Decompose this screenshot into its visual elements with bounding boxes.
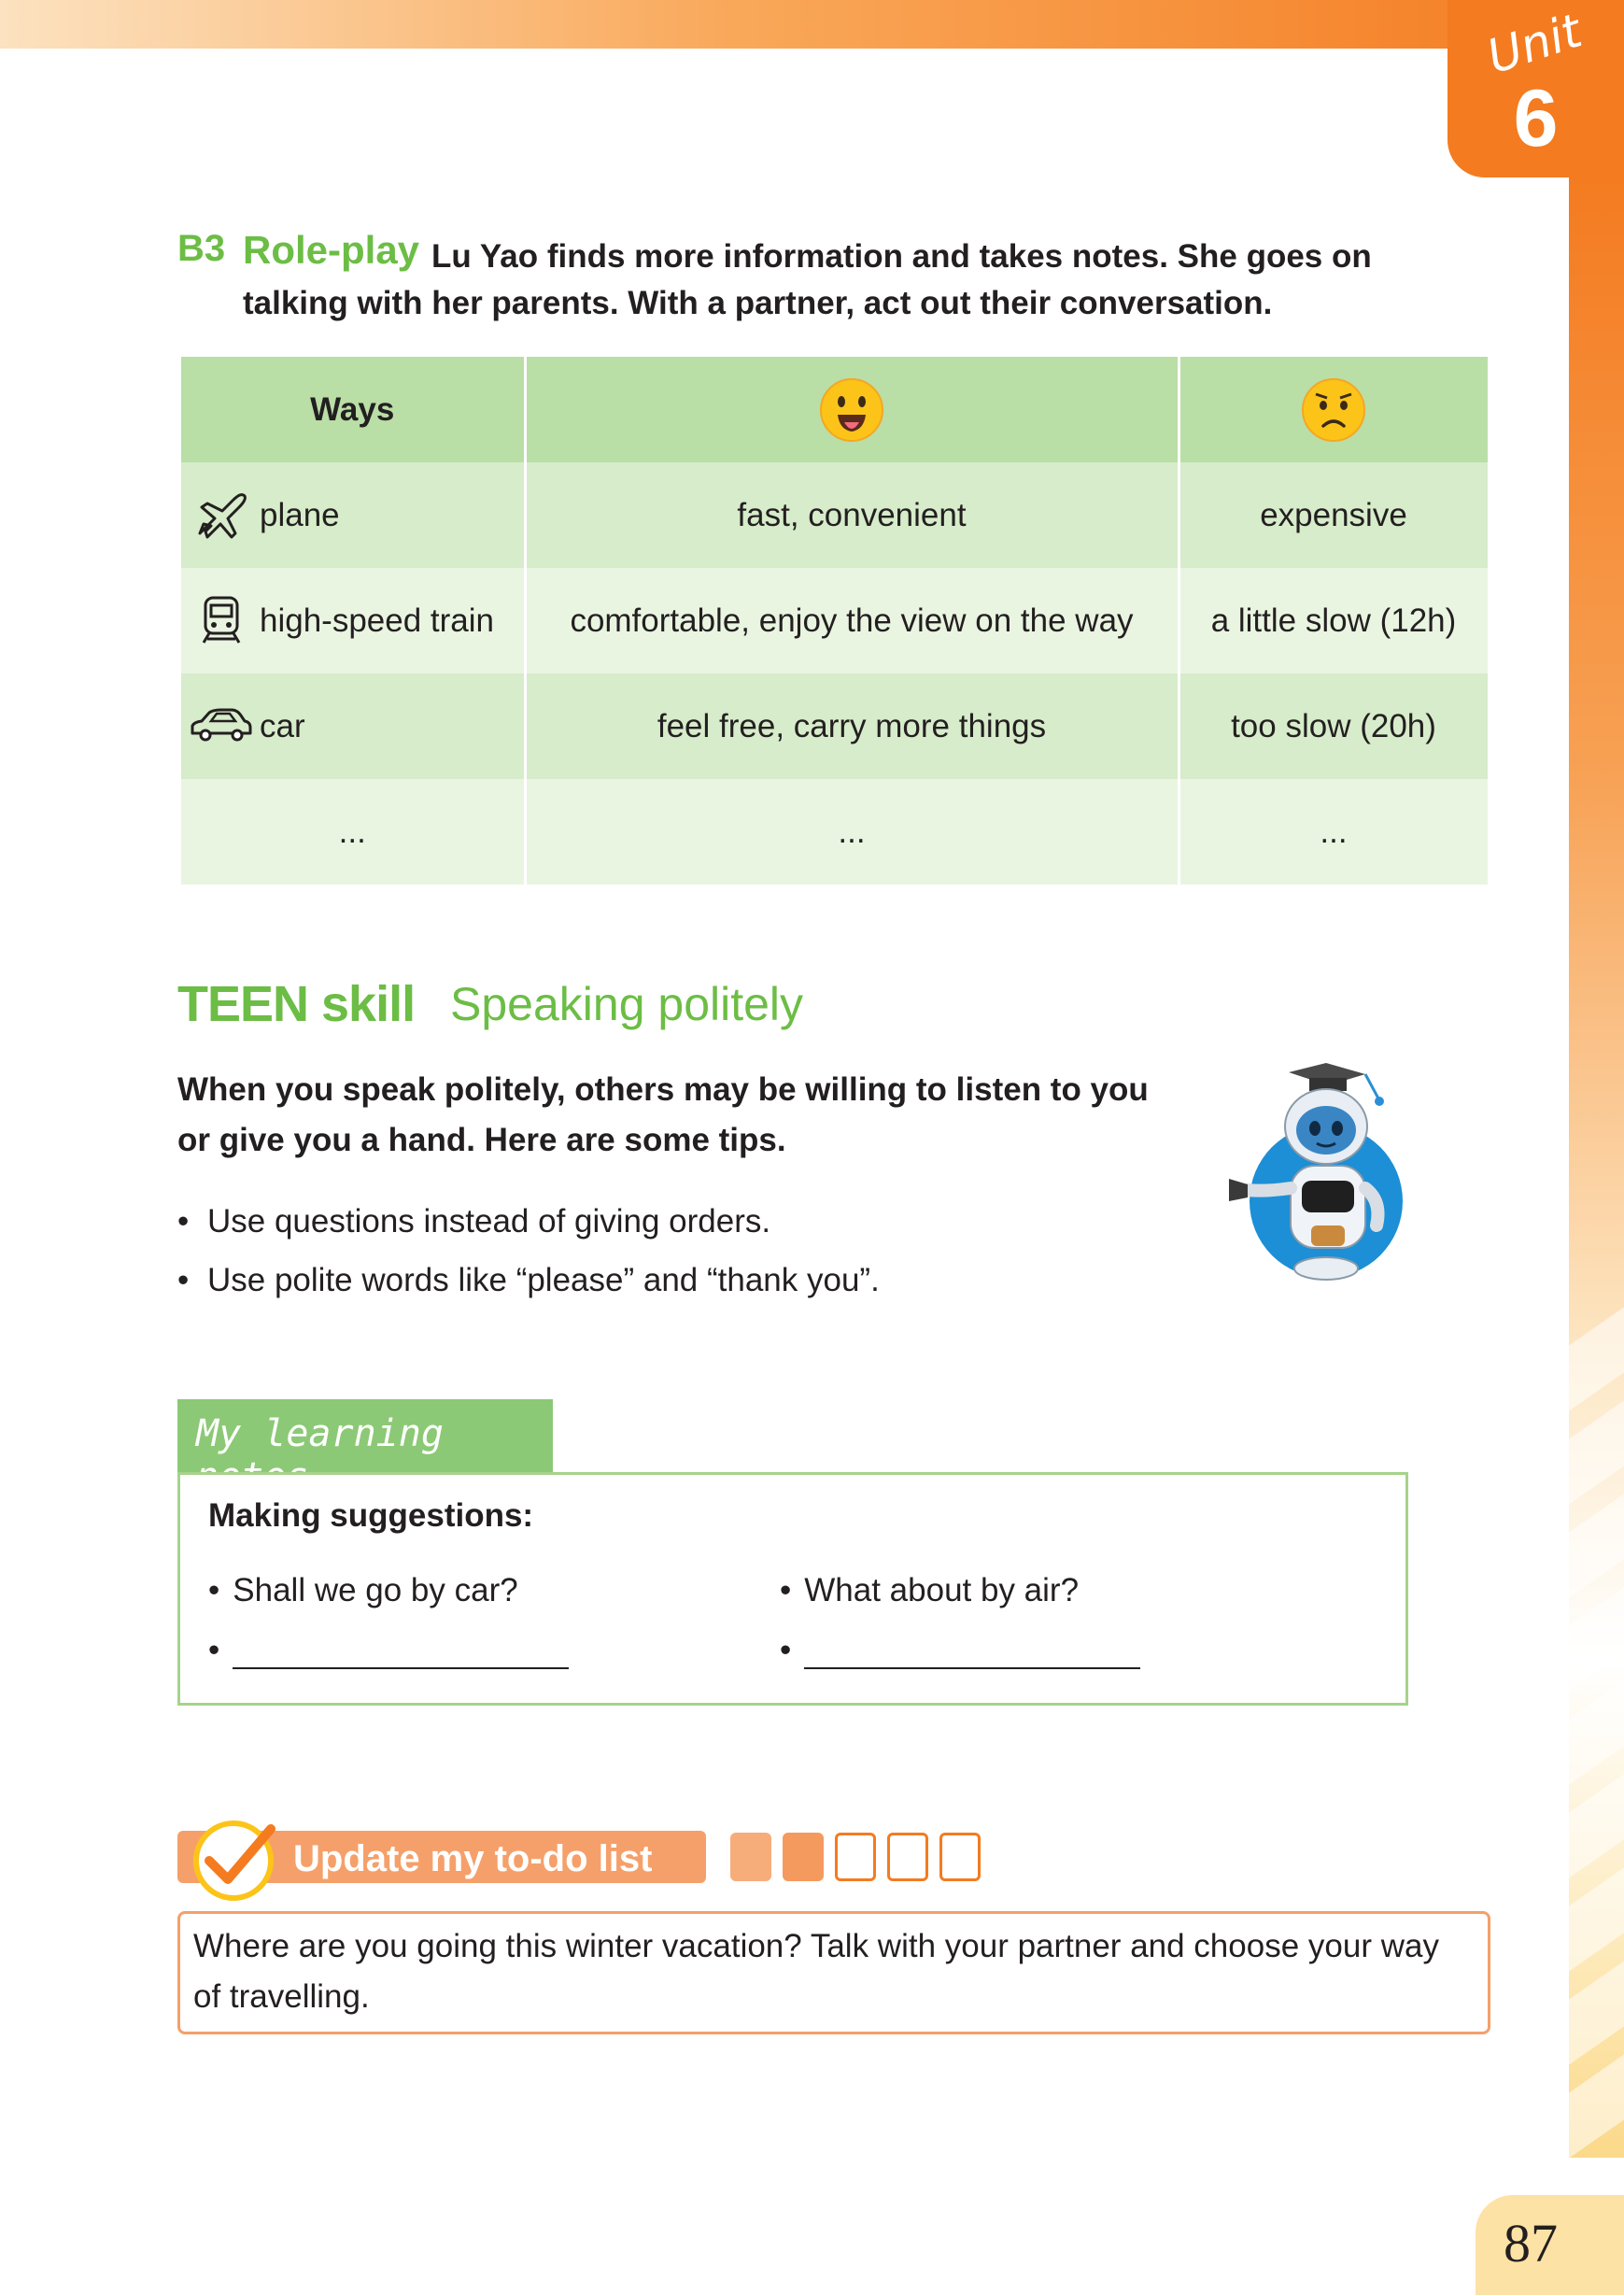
way-cell: ...: [181, 779, 525, 885]
unit-tab: [1447, 0, 1624, 177]
list-item: • Use polite words like “please” and “thank you”.: [177, 1262, 880, 1298]
learning-notes-title: My learning notes: [196, 1412, 444, 1498]
progress-box-empty: [939, 1833, 981, 1881]
learning-notes-box: [177, 1472, 1408, 1706]
side-decoration: [1569, 177, 1624, 2158]
pros-cell: fast, convenient: [525, 462, 1179, 568]
header-pros: [525, 357, 1179, 462]
note-text: What about by air?: [804, 1572, 1080, 1608]
todo-task-box: [177, 1911, 1490, 2034]
progress-box-empty: [835, 1833, 876, 1881]
way-label: high-speed train: [260, 602, 494, 639]
header-ways: Ways: [181, 357, 525, 462]
list-item: •: [780, 1632, 1140, 1669]
unit-label: Unit: [1480, 3, 1589, 85]
notes-heading: Making suggestions:: [208, 1497, 534, 1534]
tips-list: [177, 1192, 1111, 1310]
happy-face-icon: [819, 377, 884, 443]
way-cell: [181, 568, 525, 673]
list-item: •: [208, 1632, 569, 1669]
progress-box-empty: [887, 1833, 928, 1881]
note-text: Shall we go by car?: [233, 1572, 518, 1608]
list-item: • What about by air?: [780, 1572, 1080, 1608]
table-row: [181, 568, 1489, 673]
page-number: 87: [1504, 2213, 1558, 2274]
teen-skill-label: TEEN skill: [177, 976, 416, 1032]
way-label: car: [260, 707, 305, 744]
pros-cell: feel free, carry more things: [525, 673, 1179, 779]
car-icon: [189, 701, 254, 750]
pros-cell: ...: [525, 779, 1179, 885]
unit-number: 6: [1513, 74, 1559, 163]
exercise-number: B3: [177, 228, 226, 269]
table-row: [181, 779, 1489, 885]
blank-answer-line[interactable]: [233, 1634, 569, 1669]
checkmark-icon: [191, 1816, 280, 1902]
cons-cell: too slow (20h): [1179, 673, 1489, 779]
list-item: • Shall we go by car?: [208, 1572, 518, 1608]
todo-title: Update my to-do list: [293, 1838, 653, 1879]
progress-box-filled: [783, 1833, 824, 1881]
cons-cell: ...: [1179, 779, 1489, 885]
robot-mascot-icon: [1186, 1061, 1419, 1295]
table-header-row: [181, 357, 1489, 462]
learning-notes-tab: [177, 1399, 553, 1498]
teen-skill-intro: When you speak politely, others may be willing to listen to you or give you a hand. Here are some tips.: [177, 1071, 1149, 1158]
list-item: • Use questions instead of giving orders.: [177, 1203, 771, 1240]
todo-task-text: Where are you going this winter vacation? Talk with your partner and choose your way of travelling.: [193, 1928, 1439, 2015]
train-icon: [194, 596, 248, 645]
sad-face-icon: [1301, 377, 1366, 443]
page-number-box: [1476, 2195, 1624, 2295]
way-label: plane: [260, 496, 340, 533]
header-cons: [1179, 357, 1489, 462]
cons-cell: expensive: [1179, 462, 1489, 568]
way-cell: [181, 673, 525, 779]
progress-box-filled: [730, 1833, 771, 1881]
travel-ways-table: [181, 357, 1490, 885]
way-cell: [181, 462, 525, 568]
blank-answer-line[interactable]: [804, 1634, 1140, 1669]
top-banner: [0, 0, 1624, 49]
pros-cell: comfortable, enjoy the view on the way: [525, 568, 1179, 673]
teen-skill-subtitle: Speaking politely: [450, 978, 804, 1030]
table-row: [181, 673, 1489, 779]
tip-text: Use questions instead of giving orders.: [207, 1203, 771, 1240]
plane-icon: [194, 490, 248, 539]
exercise-title: Role-play: [243, 228, 420, 272]
exercise-instruction: Lu Yao finds more information and takes notes. She goes on talking with her parents. With a partner, act out their conversation.: [243, 238, 1372, 321]
table-row: [181, 462, 1489, 568]
cons-cell: a little slow (12h): [1179, 568, 1489, 673]
tip-text: Use polite words like “please” and “thank you”.: [207, 1262, 880, 1298]
